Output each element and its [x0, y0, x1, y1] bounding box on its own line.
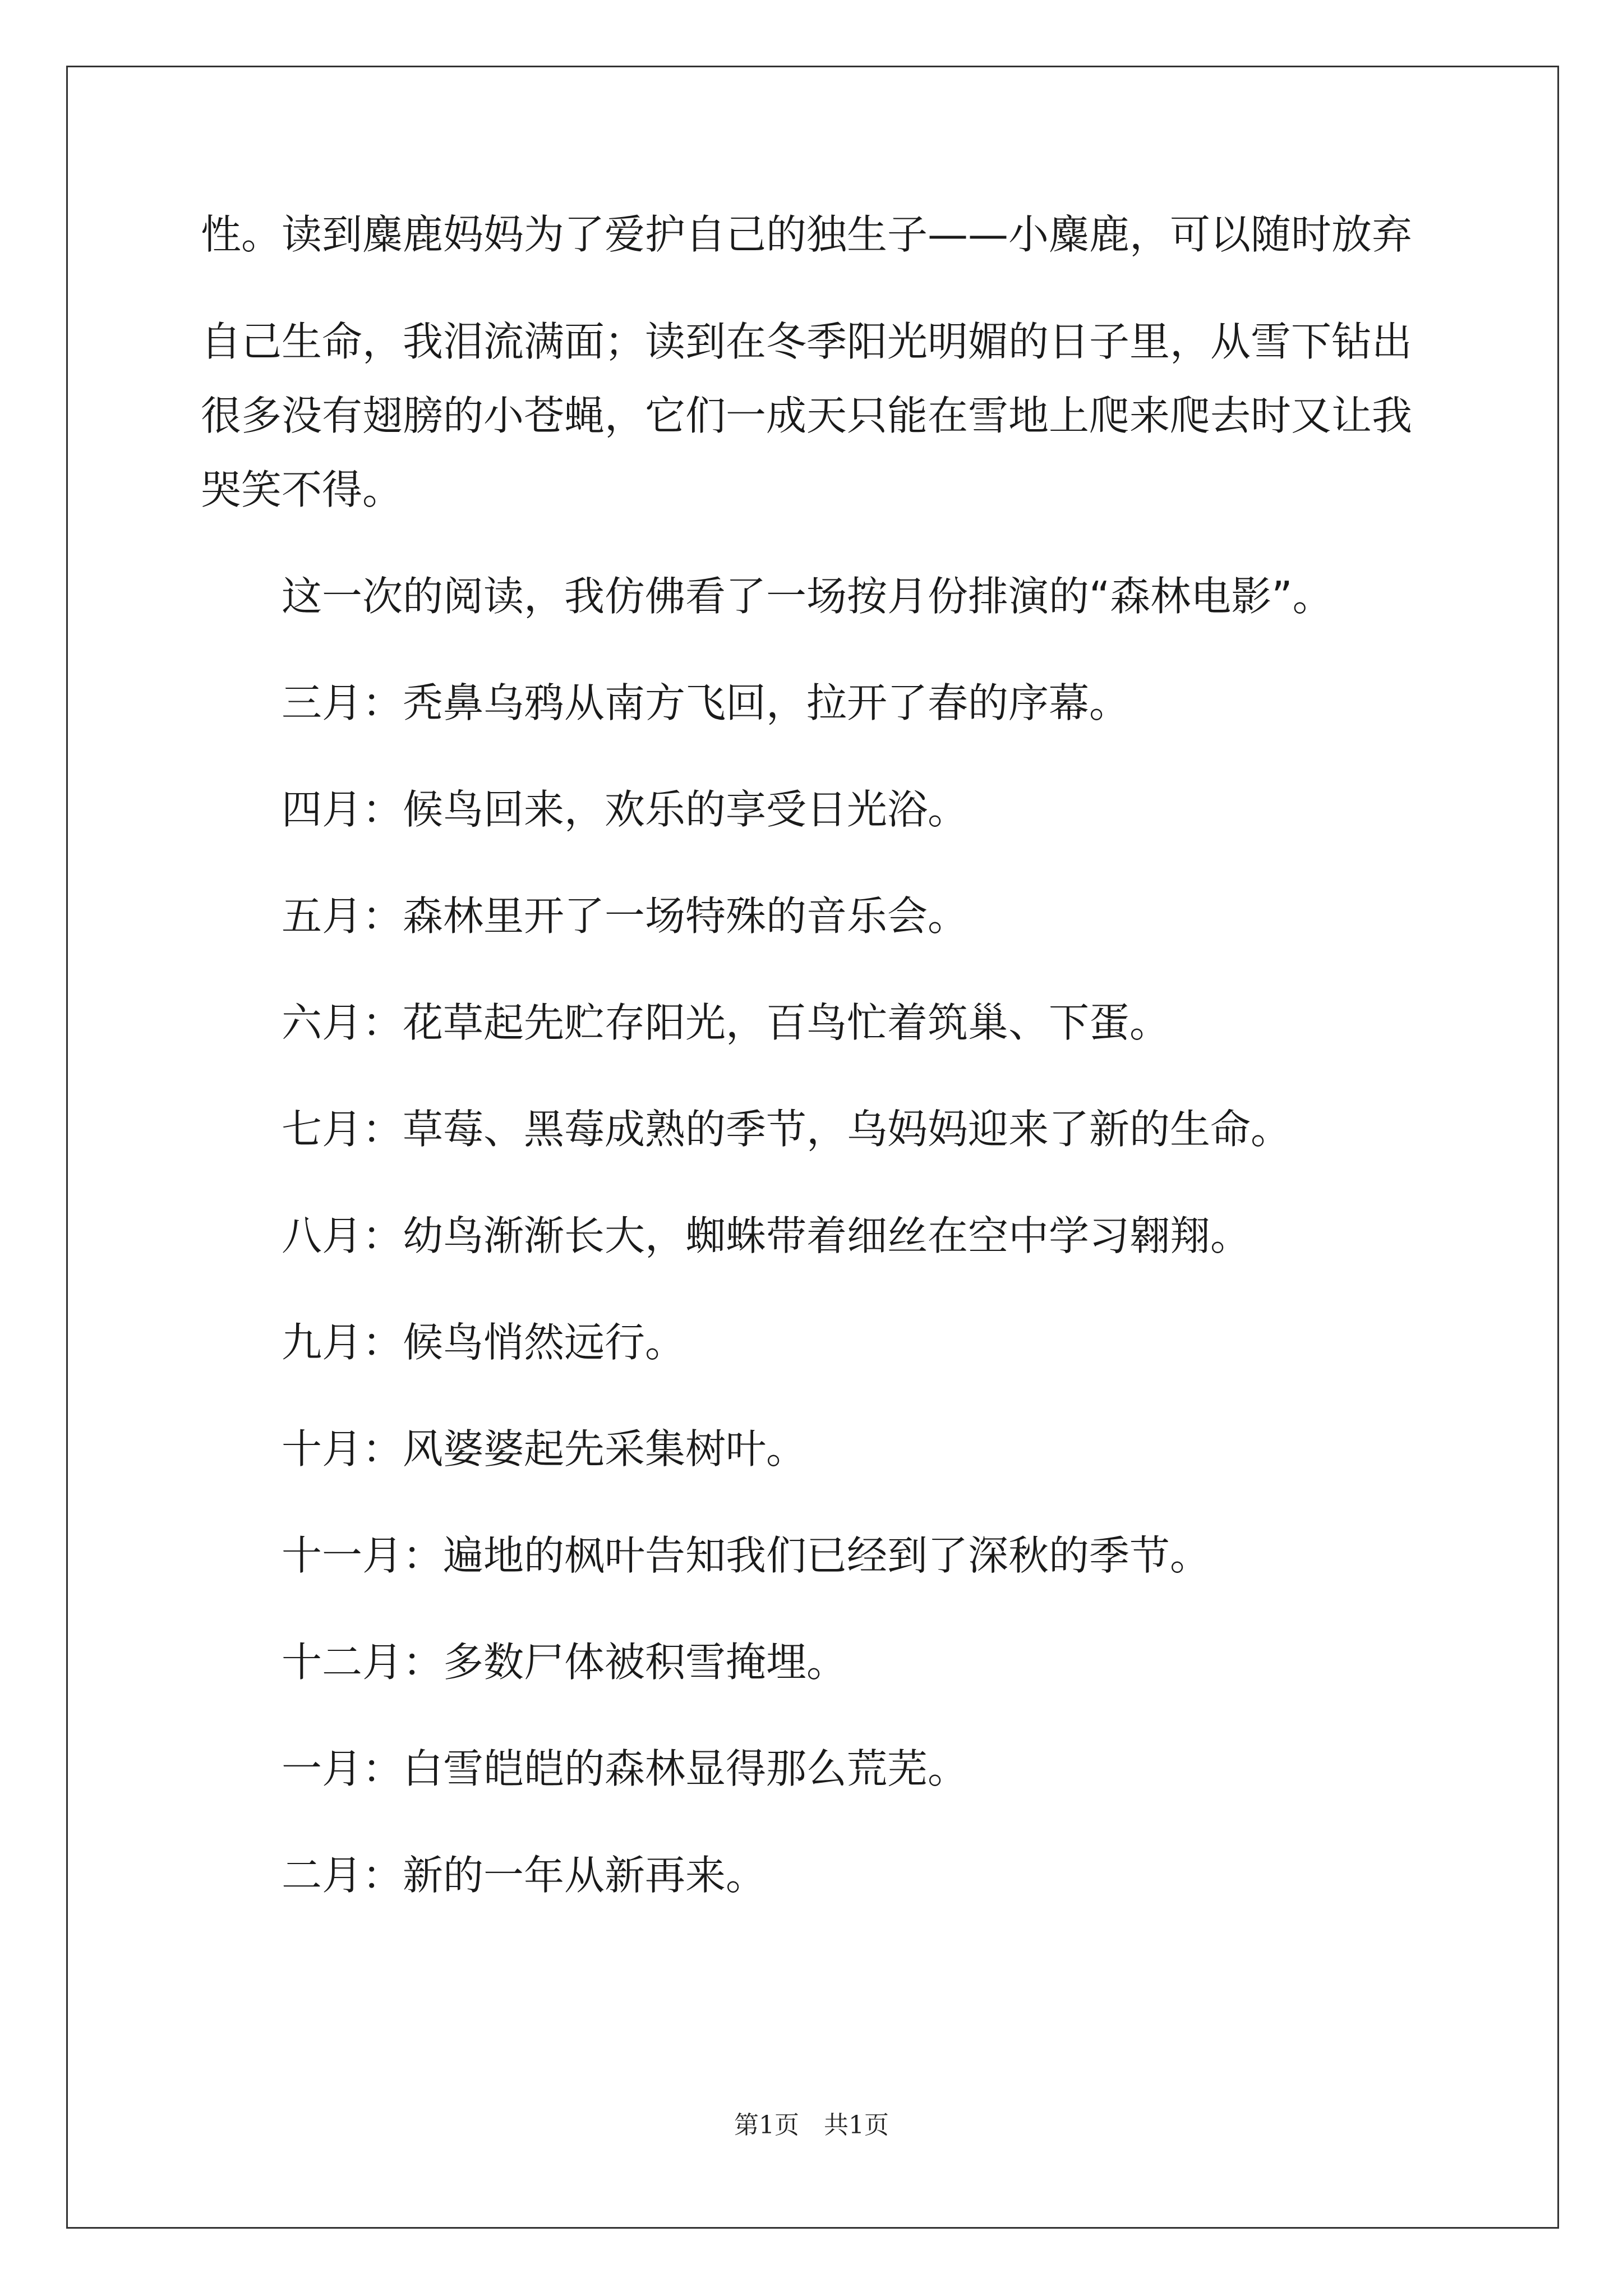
month-item-march: 三月：秃鼻乌鸦从南方飞回，拉开了春的序幕。: [282, 679, 1130, 726]
month-item-may: 五月：森林里开了一场特殊的音乐会。: [282, 892, 969, 940]
month-item-august: 八月：幼鸟渐渐长大，蜘蛛带着细丝在空中学习翱翔。: [282, 1212, 1251, 1259]
month-item-december: 十二月：多数尸体被积雪掩埋。: [282, 1639, 847, 1686]
month-item-september: 九月：候鸟悄然远行。: [282, 1319, 686, 1366]
paragraph-line: 很多没有翅膀的小苍蝇，它们一成天只能在雪地上爬来爬去时又让我: [201, 392, 1413, 439]
paragraph-line: 哭笑不得。: [201, 466, 403, 513]
month-item-june: 六月：花草起先贮存阳光，百鸟忙着筑巢、下蛋。: [282, 999, 1170, 1046]
paragraph-line: 性。读到麋鹿妈妈为了爱护自己的独生子——小麋鹿，可以随时放弃: [201, 211, 1413, 258]
month-item-february: 二月：新的一年从新再来。: [282, 1852, 767, 1899]
paragraph-line: 自己生命，我泪流满面；读到在冬季阳光明媚的日子里，从雪下钻出: [201, 318, 1413, 365]
document-body: [201, 211, 1429, 1929]
month-item-july: 七月：草莓、黑莓成熟的季节，乌妈妈迎来了新的生命。: [282, 1106, 1292, 1153]
page-footer: 第1页 共1页: [734, 2111, 889, 2139]
month-item-april: 四月：候鸟回来，欢乐的享受日光浴。: [282, 786, 969, 833]
month-item-november: 十一月：遍地的枫叶告知我们已经到了深秋的季节。: [282, 1532, 1211, 1579]
month-item-october: 十月：风婆婆起先采集树叶。: [282, 1425, 807, 1473]
intro-paragraph: 这一次的阅读，我仿佛看了一场按月份排演的“森林电影”。: [282, 573, 1333, 620]
month-item-january: 一月：白雪皑皑的森林显得那么荒芜。: [282, 1745, 969, 1792]
